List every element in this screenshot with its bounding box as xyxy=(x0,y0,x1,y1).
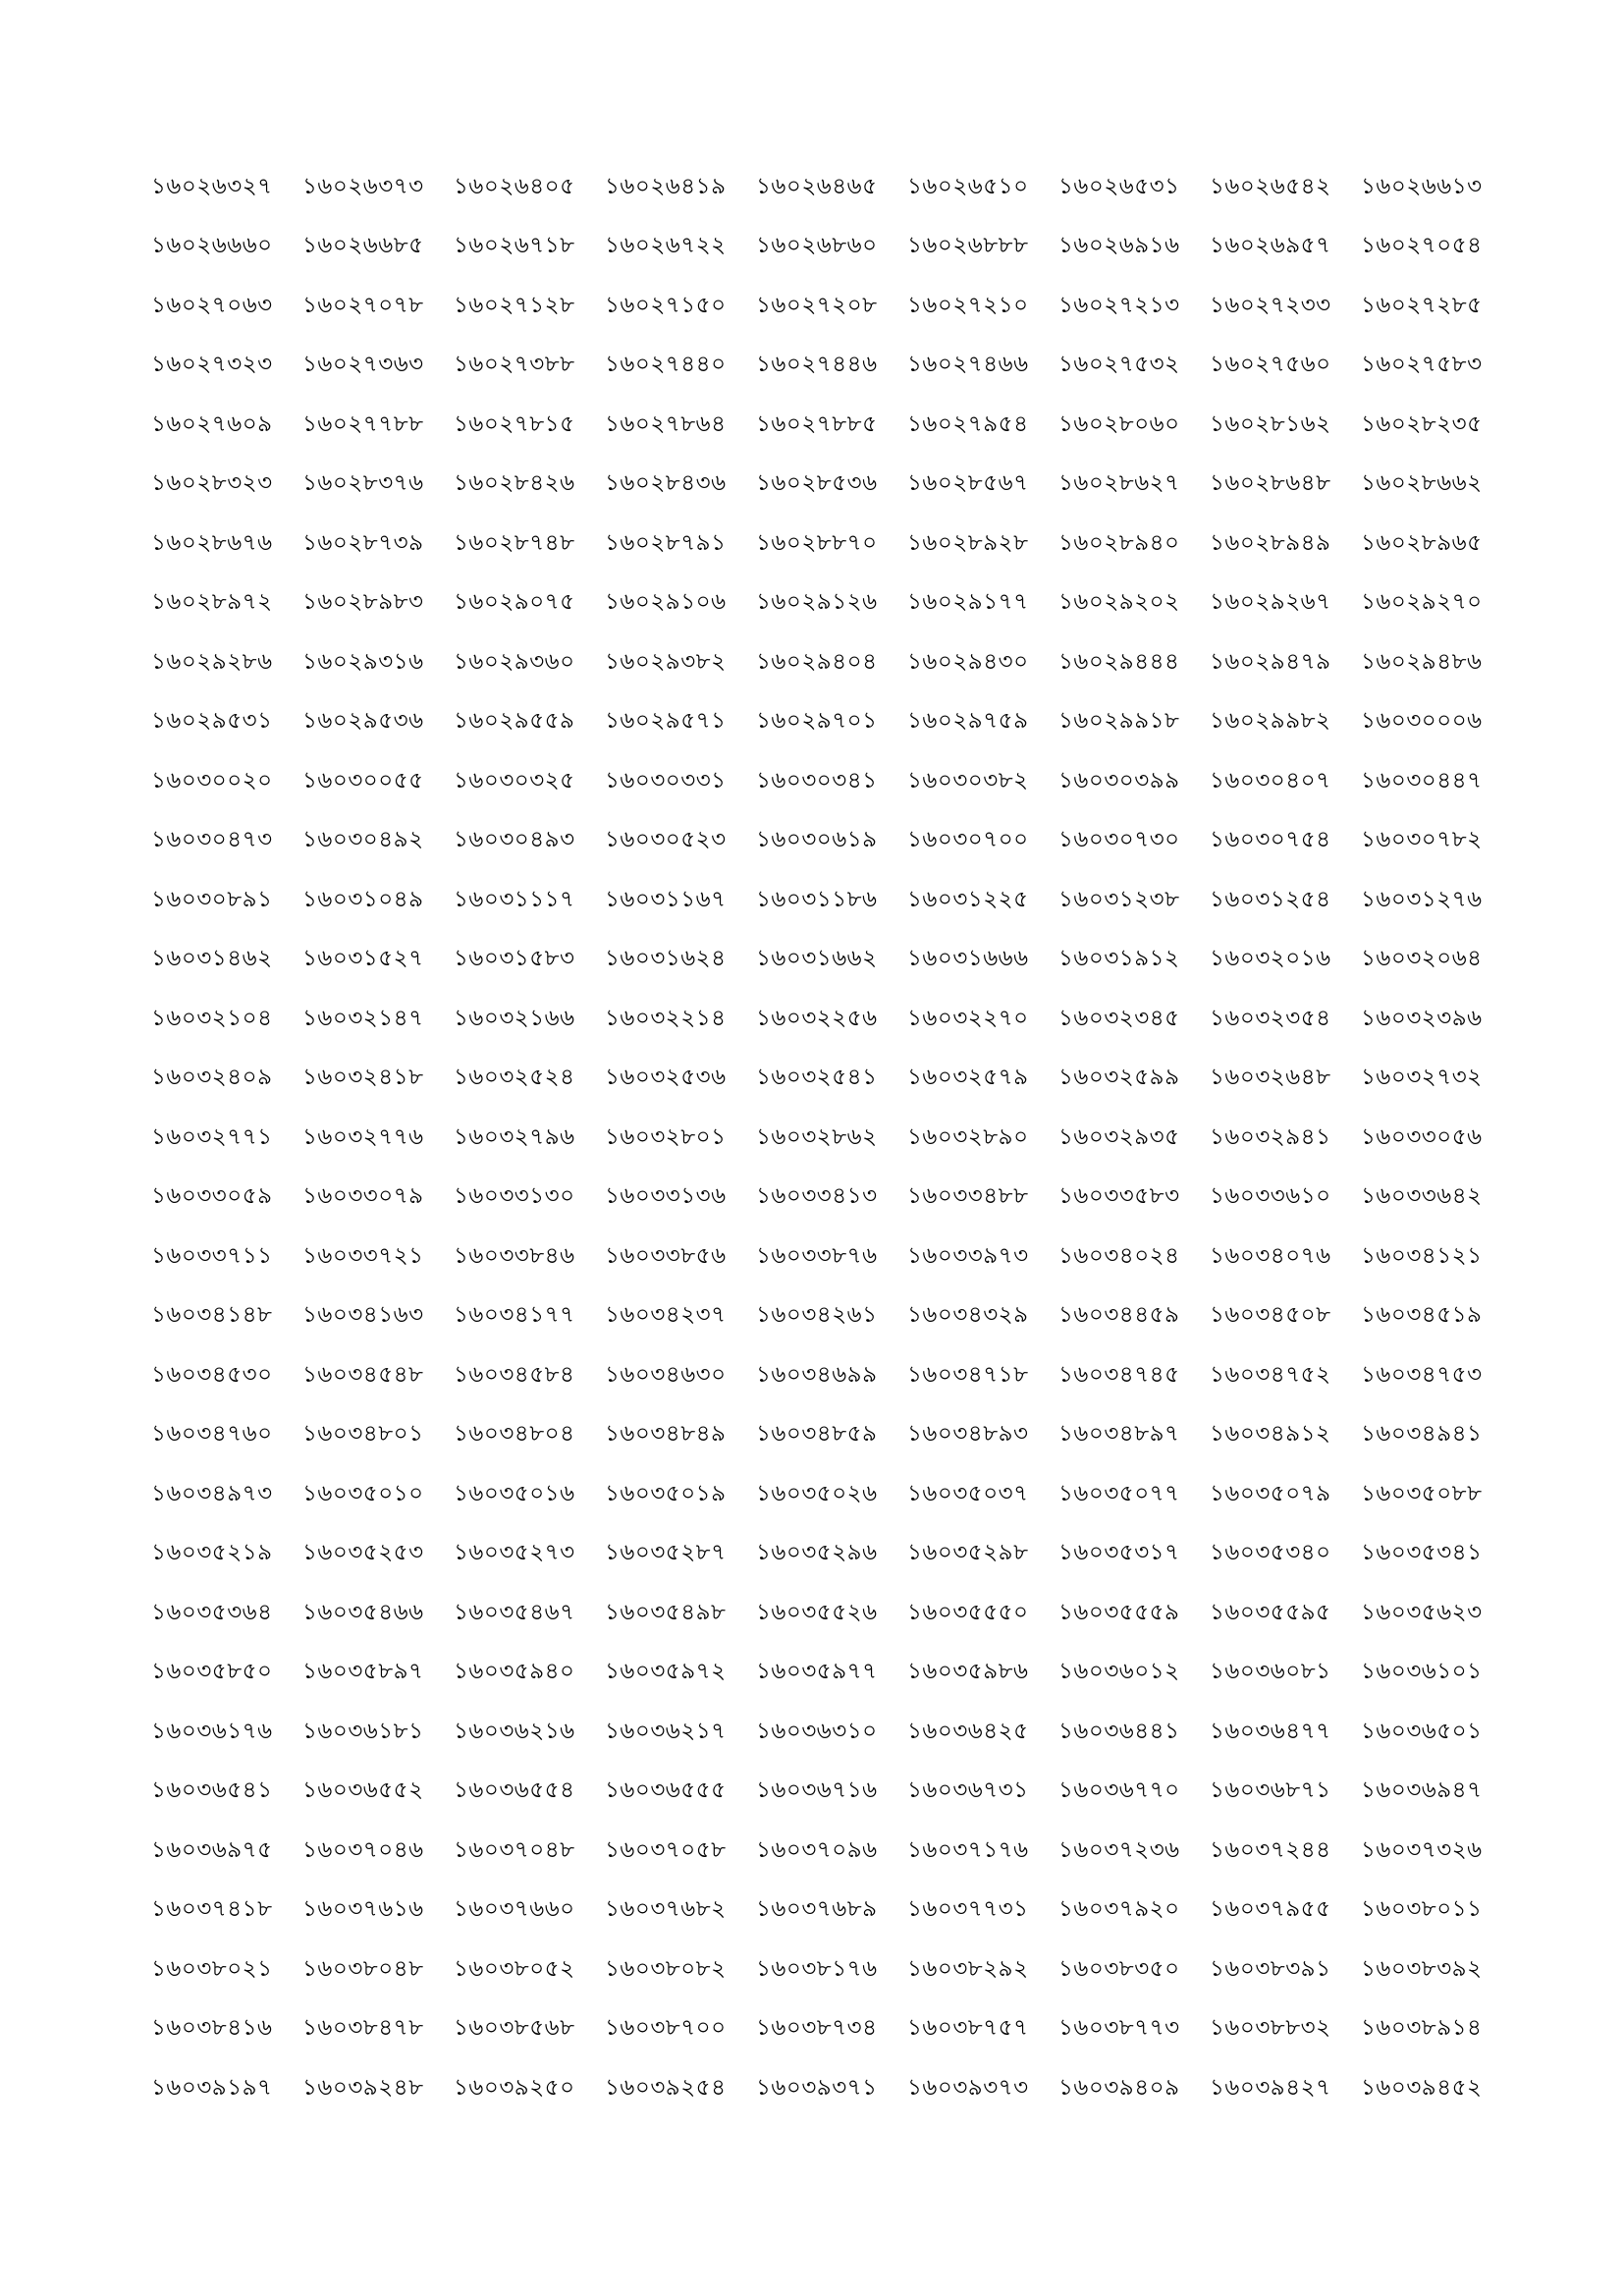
roll-number-cell: ১৬০৩৮৭৭৩ xyxy=(1058,2015,1180,2042)
roll-number-cell: ১৬০৩০৪৭৩ xyxy=(151,827,273,853)
roll-number-cell: ১৬০২৯১০৬ xyxy=(605,589,727,616)
roll-number-cell: ১৬০৩২৮৬২ xyxy=(756,1123,878,1150)
roll-number-cell: ১৬০৩১২৩৮ xyxy=(1058,886,1180,912)
roll-number-cell: ১৬০২৬৫১০ xyxy=(907,173,1029,199)
roll-number-cell: ১৬০৩৮২৯২ xyxy=(907,1955,1029,1982)
roll-number-cell: ১৬০২৭৩২৩ xyxy=(151,352,273,378)
roll-number-cell: ১৬০৩৬১৭৬ xyxy=(151,1718,273,1744)
roll-number-cell: ১৬০৩০৭৩০ xyxy=(1058,827,1180,853)
roll-number-cell: ১৬০৩৪৭৪৫ xyxy=(1058,1361,1180,1388)
roll-number-cell: ১৬০২৮৯৭২ xyxy=(151,589,273,616)
roll-number-cell: ১৬০২৭৭৮৮ xyxy=(302,410,424,437)
roll-number-cell: ১৬০৩৫০১৬ xyxy=(454,1480,575,1506)
roll-number-cell: ১৬০২৭৮৬৪ xyxy=(605,410,727,437)
roll-number-cell: ১৬০৩০৮৯১ xyxy=(151,886,273,912)
roll-number-cell: ১৬০৩৩৯৭৩ xyxy=(907,1242,1029,1269)
roll-number-cell: ১৬০৩৬০৮১ xyxy=(1210,1659,1331,1685)
roll-number-cell: ১৬০৩৬১৮১ xyxy=(302,1718,424,1744)
roll-number-cell: ১৬০২৬৫৩১ xyxy=(1058,173,1180,199)
roll-number-cell: ১৬০৩৩৮৭৬ xyxy=(756,1242,878,1269)
roll-number-cell: ১৬০২৯৭০১ xyxy=(756,708,878,735)
roll-number-cell: ১৬০৩৩৮৫৬ xyxy=(605,1242,727,1269)
roll-number-cell: ১৬০২৮৫৬৭ xyxy=(907,470,1029,497)
roll-number-cell: ১৬০৩৭৩২৬ xyxy=(1361,1836,1483,1863)
roll-number-cell: ১৬০৩০৪৯২ xyxy=(302,827,424,853)
roll-number-cell: ১৬০৩৩৭১১ xyxy=(151,1242,273,1269)
roll-number-cell: ১৬০২৭২০৮ xyxy=(756,292,878,318)
roll-number-cell: ১৬০২৯৫৭১ xyxy=(605,708,727,735)
roll-number-cell: ১৬০৩৩৪১৩ xyxy=(756,1183,878,1210)
roll-number-cell: ১৬০৩০৭৫৪ xyxy=(1210,827,1331,853)
roll-number-cell: ১৬০৩৮০৫২ xyxy=(454,1955,575,1982)
roll-number-cell: ১৬০৩৮৮৩২ xyxy=(1210,2015,1331,2042)
roll-number-cell: ১৬০৩২৫৯৯ xyxy=(1058,1065,1180,1091)
roll-number-cell: ১৬০৩৭৯৫৫ xyxy=(1210,1896,1331,1923)
roll-number-cell: ১৬০৩৪১২১ xyxy=(1361,1242,1483,1269)
roll-number-cell: ১৬০২৭২১০ xyxy=(907,292,1029,318)
roll-number-cell: ১৬০৩২৭৯৬ xyxy=(454,1123,575,1150)
roll-number-cell: ১৬০২৬৬৬০ xyxy=(151,233,273,259)
roll-number-cell: ১৬০৩২৮০১ xyxy=(605,1123,727,1150)
roll-number-cell: ১৬০২৮৩৭৬ xyxy=(302,470,424,497)
roll-number-cell: ১৬০৩১৫৮৩ xyxy=(454,946,575,972)
roll-number-cell: ১৬০৩৬৩১০ xyxy=(756,1718,878,1744)
roll-number-cell: ১৬০৩২২৫৬ xyxy=(756,1005,878,1031)
roll-number-cell: ১৬০২৯৫৫৯ xyxy=(454,708,575,735)
roll-number-cell: ১৬০২৭৩৬৩ xyxy=(302,352,424,378)
roll-number-cell: ১৬০৩২৩৫৪ xyxy=(1210,1005,1331,1031)
roll-number-cell: ১৬০৩৪৫৮৪ xyxy=(454,1361,575,1388)
roll-number-cell: ১৬০৩১৪৬২ xyxy=(151,946,273,972)
roll-number-cell: ১৬০২৮৯৪০ xyxy=(1058,529,1180,556)
roll-number-cell: ১৬০২৮৩২৩ xyxy=(151,470,273,497)
roll-number-cell: ১৬০২৯৩১৬ xyxy=(302,648,424,675)
roll-number-cell: ১৬০৩১৫২৭ xyxy=(302,946,424,972)
roll-number-cell: ১৬০৩৬৪৪১ xyxy=(1058,1718,1180,1744)
roll-number-cell: ১৬০৩৮০৪৮ xyxy=(302,1955,424,1982)
roll-number-cell: ১৬০৩৮০২১ xyxy=(151,1955,273,1982)
roll-number-cell: ১৬০৩৬০১২ xyxy=(1058,1659,1180,1685)
roll-number-cell: ১৬০২৬৪০৫ xyxy=(454,173,575,199)
roll-number-cell: ১৬০৩৩০৭৯ xyxy=(302,1183,424,1210)
roll-number-cell: ১৬০২৭৬০৯ xyxy=(151,410,273,437)
roll-number-cell: ১৬০৩৫৮৫০ xyxy=(151,1659,273,1685)
roll-number-cell: ১৬০২৭৫৬০ xyxy=(1210,352,1331,378)
roll-number-cell: ১৬০৩২৫৩৬ xyxy=(605,1065,727,1091)
roll-number-cell: ১৬০৩৫০২৬ xyxy=(756,1480,878,1506)
roll-number-cell: ১৬০৩২১৪৭ xyxy=(302,1005,424,1031)
roll-number-cell: ১৬০৩৪২৩৭ xyxy=(605,1302,727,1329)
roll-number-cell: ১৬০৩৬২১৭ xyxy=(605,1718,727,1744)
roll-number-cell: ১৬০৩৫২৮৭ xyxy=(605,1540,727,1566)
roll-number-cell: ১৬০৩৮০৮২ xyxy=(605,1955,727,1982)
roll-number-cell: ১৬০৩২৩৪৫ xyxy=(1058,1005,1180,1031)
roll-number-cell: ১৬০৩৮৭৫৭ xyxy=(907,2015,1029,2042)
roll-number-cell: ১৬০২৬৩৭৩ xyxy=(302,173,424,199)
roll-number-cell: ১৬০৩৫৬২৩ xyxy=(1361,1599,1483,1625)
roll-number-cell: ১৬০৩৪৬৩০ xyxy=(605,1361,727,1388)
roll-number-cell: ১৬০৩৩০৫৯ xyxy=(151,1183,273,1210)
roll-number-cell: ১৬০৩৪২৬১ xyxy=(756,1302,878,1329)
roll-number-cell: ১৬০৩০৫২৩ xyxy=(605,827,727,853)
roll-number-cell: ১৬০৩৬৫৫৫ xyxy=(605,1777,727,1804)
roll-number-cell: ১৬০৩৮৭৩৪ xyxy=(756,2015,878,2042)
roll-number-cell: ১৬০৩৯৩৭১ xyxy=(756,2074,878,2101)
roll-number-cell: ১৬০২৭৯৫৪ xyxy=(907,410,1029,437)
roll-number-cell: ১৬০৩৫৩৪১ xyxy=(1361,1540,1483,1566)
roll-number-cell: ১৬০২৯২৮৬ xyxy=(151,648,273,675)
roll-number-cell: ১৬০৩১২২৫ xyxy=(907,886,1029,912)
roll-number-cell: ১৬০২৮৪৩৬ xyxy=(605,470,727,497)
roll-number-cell: ১৬০৩৫০৩৭ xyxy=(907,1480,1029,1506)
roll-number-cell: ১৬০৩৩১৩৬ xyxy=(605,1183,727,1210)
roll-number-cell: ১৬০৩৮৪৭৮ xyxy=(302,2015,424,2042)
roll-number-cell: ১৬০৩৪৬৯৯ xyxy=(756,1361,878,1388)
roll-number-cell: ১৬০৩৮০১১ xyxy=(1361,1896,1483,1923)
roll-number-cell: ১৬০৩৩৬৪২ xyxy=(1361,1183,1483,1210)
roll-number-cell: ১৬০২৯৫৩১ xyxy=(151,708,273,735)
roll-number-cell: ১৬০৩৬৯৪৭ xyxy=(1361,1777,1483,1804)
roll-number-cell: ১৬০৩২৮৯০ xyxy=(907,1123,1029,1150)
roll-number-cell: ১৬০৩৪৯৪১ xyxy=(1361,1421,1483,1448)
roll-number-cell: ১৬০৩৪৫১৯ xyxy=(1361,1302,1483,1329)
roll-number-cell: ১৬০৩০৩৯৯ xyxy=(1058,767,1180,793)
roll-number-cell: ১৬০৩৮৩৯২ xyxy=(1361,1955,1483,1982)
roll-number-cell: ১৬০৩০৩৩১ xyxy=(605,767,727,793)
roll-number-cell: ১৬০৩১৬২৪ xyxy=(605,946,727,972)
roll-number-cell: ১৬০২৭০৬৩ xyxy=(151,292,273,318)
roll-number-cell: ১৬০৩২২৭০ xyxy=(907,1005,1029,1031)
roll-number-cell: ১৬০২৬৮৬০ xyxy=(756,233,878,259)
roll-number-cell: ১৬০২৯১৭৭ xyxy=(907,589,1029,616)
roll-number-cell: ১৬০৩২৩৯৬ xyxy=(1361,1005,1483,1031)
roll-number-cell: ১৬০৩৬৯৭৫ xyxy=(151,1836,273,1863)
roll-number-cell: ১৬০৩৬২১৬ xyxy=(454,1718,575,1744)
roll-number-grid xyxy=(151,157,1506,2118)
roll-number-cell: ১৬০৩৬৮৭১ xyxy=(1210,1777,1331,1804)
roll-number-cell: ১৬০৩৫০১৯ xyxy=(605,1480,727,1506)
roll-number-cell: ১৬০৩৭৯২০ xyxy=(1058,1896,1180,1923)
roll-number-cell: ১৬০৩২৭৭১ xyxy=(151,1123,273,1150)
roll-number-cell: ১৬০৩৪৮০৪ xyxy=(454,1421,575,1448)
roll-number-cell: ১৬০৩৮৯১৪ xyxy=(1361,2015,1483,2042)
roll-number-cell: ১৬০৩২১০৪ xyxy=(151,1005,273,1031)
roll-number-cell: ১৬০৩৫২৯৮ xyxy=(907,1540,1029,1566)
roll-number-cell: ১৬০৩৬৫৪১ xyxy=(151,1777,273,1804)
roll-number-cell: ১৬০২৯২০২ xyxy=(1058,589,1180,616)
roll-number-cell: ১৬০২৮৯২৮ xyxy=(907,529,1029,556)
roll-number-cell: ১৬০৩৪১৭৭ xyxy=(454,1302,575,1329)
roll-number-cell: ১৬০৩৩০৫৬ xyxy=(1361,1123,1483,1150)
roll-number-cell: ১৬০২৯২৬৭ xyxy=(1210,589,1331,616)
roll-number-cell: ১৬০২৯৯১৮ xyxy=(1058,708,1180,735)
roll-number-cell: ১৬০৩৪৭১৮ xyxy=(907,1361,1029,1388)
roll-number-cell: ১৬০৩৪৯৭৩ xyxy=(151,1480,273,1506)
roll-number-cell: ১৬০২৬৭২২ xyxy=(605,233,727,259)
roll-number-cell: ১৬০৩৭২৪৪ xyxy=(1210,1836,1331,1863)
roll-number-cell: ১৬০২৮৬২৭ xyxy=(1058,470,1180,497)
roll-number-cell: ১৬০৩৫২৭৩ xyxy=(454,1540,575,1566)
roll-number-cell: ১৬০৩৪৭৫৩ xyxy=(1361,1361,1483,1388)
roll-number-cell: ১৬০৩৬৫০১ xyxy=(1361,1718,1483,1744)
roll-number-cell: ১৬০৩৯২৪৮ xyxy=(302,2074,424,2101)
roll-number-cell: ১৬০৩৯৩৭৩ xyxy=(907,2074,1029,2101)
roll-number-cell: ১৬০৩১০৪৯ xyxy=(302,886,424,912)
roll-number-cell: ১৬০২৮৯৮৩ xyxy=(302,589,424,616)
roll-number-cell: ১৬০৩১১১৭ xyxy=(454,886,575,912)
roll-number-cell: ১৬০৩০৭৮২ xyxy=(1361,827,1483,853)
roll-number-cell: ১৬০৩৫৪৯৮ xyxy=(605,1599,727,1625)
roll-number-cell: ১৬০৩৪৮৫৯ xyxy=(756,1421,878,1448)
roll-number-cell: ১৬০৩৭৬৬০ xyxy=(454,1896,575,1923)
roll-number-cell: ১৬০২৮৮৭০ xyxy=(756,529,878,556)
roll-number-cell: ১৬০৩২৪০৯ xyxy=(151,1065,273,1091)
roll-number-cell: ১৬০৩৬৭১৬ xyxy=(756,1777,878,1804)
roll-number-cell: ১৬০৩২৫৪১ xyxy=(756,1065,878,1091)
roll-number-cell: ১৬০২৯৪৪৪ xyxy=(1058,648,1180,675)
roll-number-cell: ১৬০২৮৬৬২ xyxy=(1361,470,1483,497)
roll-number-cell: ১৬০৩৫৪৬৭ xyxy=(454,1599,575,1625)
roll-number-cell: ১৬০৩৫৩৬৪ xyxy=(151,1599,273,1625)
roll-number-cell: ১৬০৩১১৮৬ xyxy=(756,886,878,912)
roll-number-cell: ১৬০২৭৫৮৩ xyxy=(1361,352,1483,378)
roll-number-cell: ১৬০৩৭০৫৮ xyxy=(605,1836,727,1863)
roll-number-cell: ১৬০২৯৪৩০ xyxy=(907,648,1029,675)
roll-number-cell: ১৬০২৮৪২৬ xyxy=(454,470,575,497)
roll-number-cell: ১৬০২৭২৩৩ xyxy=(1210,292,1331,318)
roll-number-cell: ১৬০২৭৪৪৬ xyxy=(756,352,878,378)
roll-number-cell: ১৬০২৭২১৩ xyxy=(1058,292,1180,318)
roll-number-cell: ১৬০৩৪০২৪ xyxy=(1058,1242,1180,1269)
roll-number-cell: ১৬০৩৪৫৩০ xyxy=(151,1361,273,1388)
roll-number-cell: ১৬০৩৫৩৪০ xyxy=(1210,1540,1331,1566)
roll-number-cell: ১৬০৩৭০৯৬ xyxy=(756,1836,878,1863)
roll-number-cell: ১৬০৩৫৯৮৬ xyxy=(907,1659,1029,1685)
roll-number-cell: ১৬০৩৫৪৬৬ xyxy=(302,1599,424,1625)
roll-number-cell: ১৬০২৯৭৫৯ xyxy=(907,708,1029,735)
roll-number-cell: ১৬০৩৫৫৫০ xyxy=(907,1599,1029,1625)
roll-number-cell: ১৬০৩৫৯৭৭ xyxy=(756,1659,878,1685)
roll-number-cell: ১৬০৩৪৭৫২ xyxy=(1210,1361,1331,1388)
roll-number-cell: ১৬০৩৫০৮৮ xyxy=(1361,1480,1483,1506)
roll-number-cell: ১৬০৩৪৮৯৭ xyxy=(1058,1421,1180,1448)
roll-number-cell: ১৬০২৯৯৮২ xyxy=(1210,708,1331,735)
roll-number-cell: ১৬০৩২৭৩২ xyxy=(1361,1065,1483,1091)
roll-number-cell: ১৬০৩৪১৬৩ xyxy=(302,1302,424,1329)
roll-number-cell: ১৬০৩৪৮৯৩ xyxy=(907,1421,1029,1448)
roll-number-cell: ১৬০২৭০৭৮ xyxy=(302,292,424,318)
roll-number-cell: ১৬০৩৭২৩৬ xyxy=(1058,1836,1180,1863)
roll-number-cell: ১৬০৩৬৭৩১ xyxy=(907,1777,1029,1804)
roll-number-cell: ১৬০৩৯৪৫২ xyxy=(1361,2074,1483,2101)
roll-number-cell: ১৬০৩৯২৫৪ xyxy=(605,2074,727,2101)
roll-number-cell: ১৬০৩৫০৭৭ xyxy=(1058,1480,1180,1506)
roll-number-cell: ১৬০২৭২৮৫ xyxy=(1361,292,1483,318)
roll-number-cell: ১৬০২৬৩২৭ xyxy=(151,173,273,199)
roll-number-cell: ১৬০২৬৯৫৭ xyxy=(1210,233,1331,259)
roll-number-cell: ১৬০৩৬৫৫৪ xyxy=(454,1777,575,1804)
roll-number-cell: ১৬০৩৬১০১ xyxy=(1361,1659,1483,1685)
roll-number-cell: ১৬০২৯৪৭৯ xyxy=(1210,648,1331,675)
roll-number-cell: ১৬০৩৯৪২৭ xyxy=(1210,2074,1331,2101)
roll-number-cell: ১৬০৩০৭০০ xyxy=(907,827,1029,853)
roll-number-cell: ১৬০৩৩৮৪৬ xyxy=(454,1242,575,1269)
roll-number-cell: ১৬০৩২৬৪৮ xyxy=(1210,1065,1331,1091)
roll-number-cell: ১৬০২৬৬৮৫ xyxy=(302,233,424,259)
roll-number-cell: ১৬০২৭০৫৪ xyxy=(1361,233,1483,259)
roll-number-cell: ১৬০৩০৪৪৭ xyxy=(1361,767,1483,793)
roll-number-cell: ১৬০২৭৮১৫ xyxy=(454,410,575,437)
roll-number-cell: ১৬০৩৬৪২৫ xyxy=(907,1718,1029,1744)
roll-number-cell: ১৬০৩৪৫৪৮ xyxy=(302,1361,424,1388)
roll-number-cell: ১৬০২৯৩৮২ xyxy=(605,648,727,675)
roll-number-cell: ১৬০৩৮৫৬৮ xyxy=(454,2015,575,2042)
roll-number-cell: ১৬০৩৫৫৫৯ xyxy=(1058,1599,1180,1625)
roll-number-cell: ১৬০৩৪৮০১ xyxy=(302,1421,424,1448)
roll-number-cell: ১৬০৩৭৬৮২ xyxy=(605,1896,727,1923)
roll-number-cell: ১৬০৩৪১৪৮ xyxy=(151,1302,273,1329)
roll-number-cell: ১৬০৩৫০৭৯ xyxy=(1210,1480,1331,1506)
roll-number-cell: ১৬০৩৪৩২৯ xyxy=(907,1302,1029,1329)
roll-number-cell: ১৬০৩১২৫৪ xyxy=(1210,886,1331,912)
roll-number-cell: ১৬০২৯৩৬০ xyxy=(454,648,575,675)
roll-number-cell: ১৬০৩১২৭৬ xyxy=(1361,886,1483,912)
roll-number-cell: ১৬০৩৭১৭৬ xyxy=(907,1836,1029,1863)
roll-number-cell: ১৬০৩২৭৭৬ xyxy=(302,1123,424,1150)
roll-number-cell: ১৬০৩৯১৯৭ xyxy=(151,2074,273,2101)
roll-number-cell: ১৬০৩১৬৬৬ xyxy=(907,946,1029,972)
roll-number-cell: ১৬০২৬৪১৯ xyxy=(605,173,727,199)
roll-number-cell: ১৬০২৯৪৮৬ xyxy=(1361,648,1483,675)
roll-number-cell: ১৬০৩৪৫০৮ xyxy=(1210,1302,1331,1329)
roll-number-cell: ১৬০৩২১৬৬ xyxy=(454,1005,575,1031)
roll-number-cell: ১৬০৩৮৭০০ xyxy=(605,2015,727,2042)
roll-number-cell: ১৬০৩৩৬১০ xyxy=(1210,1183,1331,1210)
roll-number-cell: ১৬০৩৯২৫০ xyxy=(454,2074,575,2101)
roll-number-cell: ১৬০৩৪০৭৬ xyxy=(1210,1242,1331,1269)
roll-number-cell: ১৬০৩৩১৩০ xyxy=(454,1183,575,1210)
roll-number-cell: ১৬০২৭৮৮৫ xyxy=(756,410,878,437)
roll-number-cell: ১৬০৩০০০৬ xyxy=(1361,708,1483,735)
roll-number-cell: ১৬০৩২৯৩৫ xyxy=(1058,1123,1180,1150)
roll-number-cell: ১৬০২৬৮৮৮ xyxy=(907,233,1029,259)
roll-number-cell: ১৬০২৮২৩৫ xyxy=(1361,410,1483,437)
roll-number-cell: ১৬০২৮৭৩৯ xyxy=(302,529,424,556)
roll-number-cell: ১৬০৩৭০৪৮ xyxy=(454,1836,575,1863)
roll-number-cell: ১৬০২৯৫৩৬ xyxy=(302,708,424,735)
roll-number-cell: ১৬০৩৭৪১৮ xyxy=(151,1896,273,1923)
roll-number-cell: ১৬০৩৫৫২৬ xyxy=(756,1599,878,1625)
roll-number-cell: ১৬০৩৭৬১৬ xyxy=(302,1896,424,1923)
roll-number-cell: ১৬০২৬৯১৬ xyxy=(1058,233,1180,259)
roll-number-cell: ১৬০৩২২১৪ xyxy=(605,1005,727,1031)
roll-number-cell: ১৬০২৮০৬০ xyxy=(1058,410,1180,437)
roll-number-cell: ১৬০৩৮৩৯১ xyxy=(1210,1955,1331,1982)
roll-number-cell: ১৬০৩২০৬৪ xyxy=(1361,946,1483,972)
roll-number-cell: ১৬০৩৮৪১৬ xyxy=(151,2015,273,2042)
roll-number-cell: ১৬০৩৪৭৬০ xyxy=(151,1421,273,1448)
roll-number-cell: ১৬০৩৬৪৭৭ xyxy=(1210,1718,1331,1744)
roll-number-cell: ১৬০২৯০৭৫ xyxy=(454,589,575,616)
roll-number-cell: ১৬০৩০৪৯৩ xyxy=(454,827,575,853)
roll-number-cell: ১৬০৩৬৭৭০ xyxy=(1058,1777,1180,1804)
roll-number-cell: ১৬০২৮১৬২ xyxy=(1210,410,1331,437)
roll-number-cell: ১৬০৩৫২৫৩ xyxy=(302,1540,424,1566)
roll-number-cell: ১৬০৩৮৩৫০ xyxy=(1058,1955,1180,1982)
roll-number-cell: ১৬০৩৩৪৮৮ xyxy=(907,1183,1029,1210)
roll-number-cell: ১৬০২৮৯৬৫ xyxy=(1361,529,1483,556)
roll-number-cell: ১৬০২৭৪৪০ xyxy=(605,352,727,378)
roll-number-cell: ১৬০৩০৩৮২ xyxy=(907,767,1029,793)
roll-number-cell: ১৬০২৮৬৭৬ xyxy=(151,529,273,556)
roll-number-cell: ১৬০২৮৫৩৬ xyxy=(756,470,878,497)
roll-number-cell: ১৬০২৬৪৬৫ xyxy=(756,173,878,199)
roll-number-cell: ১৬০৩৫৯৭২ xyxy=(605,1659,727,1685)
roll-number-cell: ১৬০২৭১২৮ xyxy=(454,292,575,318)
roll-number-cell: ১৬০২৮৯৪৯ xyxy=(1210,529,1331,556)
roll-number-cell: ১৬০২৬৫৪২ xyxy=(1210,173,1331,199)
roll-number-cell: ১৬০৩৫৫৯৫ xyxy=(1210,1599,1331,1625)
roll-number-cell: ১৬০২৮৭৯১ xyxy=(605,529,727,556)
roll-number-cell: ১৬০৩৯৪০৯ xyxy=(1058,2074,1180,2101)
roll-number-cell: ১৬০৩৪৯১২ xyxy=(1210,1421,1331,1448)
roll-number-cell: ১৬০৩৪৮৪৯ xyxy=(605,1421,727,1448)
roll-number-cell: ১৬০২৬৬১৩ xyxy=(1361,173,1483,199)
roll-number-cell: ১৬০৩৫২৯৬ xyxy=(756,1540,878,1566)
roll-number-cell: ১৬০৩১১৬৭ xyxy=(605,886,727,912)
roll-number-cell: ১৬০২৮৬৪৮ xyxy=(1210,470,1331,497)
roll-number-cell: ১৬০৩৫৮৯৭ xyxy=(302,1659,424,1685)
roll-number-cell: ১৬০৩২৫৭৯ xyxy=(907,1065,1029,1091)
roll-number-cell: ১৬০৩০৪০৭ xyxy=(1210,767,1331,793)
roll-number-cell: ১৬০২৭৫৩২ xyxy=(1058,352,1180,378)
roll-number-cell: ১৬০৩০৩২৫ xyxy=(454,767,575,793)
roll-number-cell: ১৬০৩০০২০ xyxy=(151,767,273,793)
roll-number-cell: ১৬০৩২৫২৪ xyxy=(454,1065,575,1091)
roll-number-cell: ১৬০২৮৭৪৮ xyxy=(454,529,575,556)
roll-number-cell: ১৬০৩৩৫৮৩ xyxy=(1058,1183,1180,1210)
roll-number-cell: ১৬০৩৫২১৯ xyxy=(151,1540,273,1566)
roll-number-cell: ১৬০২৯১২৬ xyxy=(756,589,878,616)
roll-number-cell: ১৬০২৭৩৮৮ xyxy=(454,352,575,378)
roll-number-cell: ১৬০২৯৪০৪ xyxy=(756,648,878,675)
roll-number-cell: ১৬০৩২০১৬ xyxy=(1210,946,1331,972)
roll-number-cell: ১৬০৩১৯১২ xyxy=(1058,946,1180,972)
roll-number-cell: ১৬০২৯২৭০ xyxy=(1361,589,1483,616)
roll-number-cell: ১৬০৩২৪১৮ xyxy=(302,1065,424,1091)
roll-number-cell: ১৬০২৭১৫০ xyxy=(605,292,727,318)
roll-number-cell: ১৬০৩১৬৬২ xyxy=(756,946,878,972)
roll-number-cell: ১৬০৩৮১৭৬ xyxy=(756,1955,878,1982)
roll-number-cell: ১৬০৩৭৬৮৯ xyxy=(756,1896,878,1923)
roll-number-cell: ১৬০৩০৩৪১ xyxy=(756,767,878,793)
roll-number-cell: ১৬০৩৬৫৫২ xyxy=(302,1777,424,1804)
roll-number-cell: ১৬০২৬৭১৮ xyxy=(454,233,575,259)
roll-number-cell: ১৬০৩৭৭৩১ xyxy=(907,1896,1029,1923)
roll-number-cell: ১৬০৩০৬১৯ xyxy=(756,827,878,853)
roll-number-cell: ১৬০৩৪৪৫৯ xyxy=(1058,1302,1180,1329)
roll-number-cell: ১৬০৩৩৭২১ xyxy=(302,1242,424,1269)
roll-number-cell: ১৬০৩২৯৪১ xyxy=(1210,1123,1331,1150)
roll-number-cell: ১৬০৩৫৩১৭ xyxy=(1058,1540,1180,1566)
roll-number-cell: ১৬০৩৫৯৪০ xyxy=(454,1659,575,1685)
roll-number-cell: ১৬০৩৭০৪৬ xyxy=(302,1836,424,1863)
roll-number-cell: ১৬০৩৫০১০ xyxy=(302,1480,424,1506)
roll-number-cell: ১৬০২৭৪৬৬ xyxy=(907,352,1029,378)
roll-number-cell: ১৬০৩০০৫৫ xyxy=(302,767,424,793)
